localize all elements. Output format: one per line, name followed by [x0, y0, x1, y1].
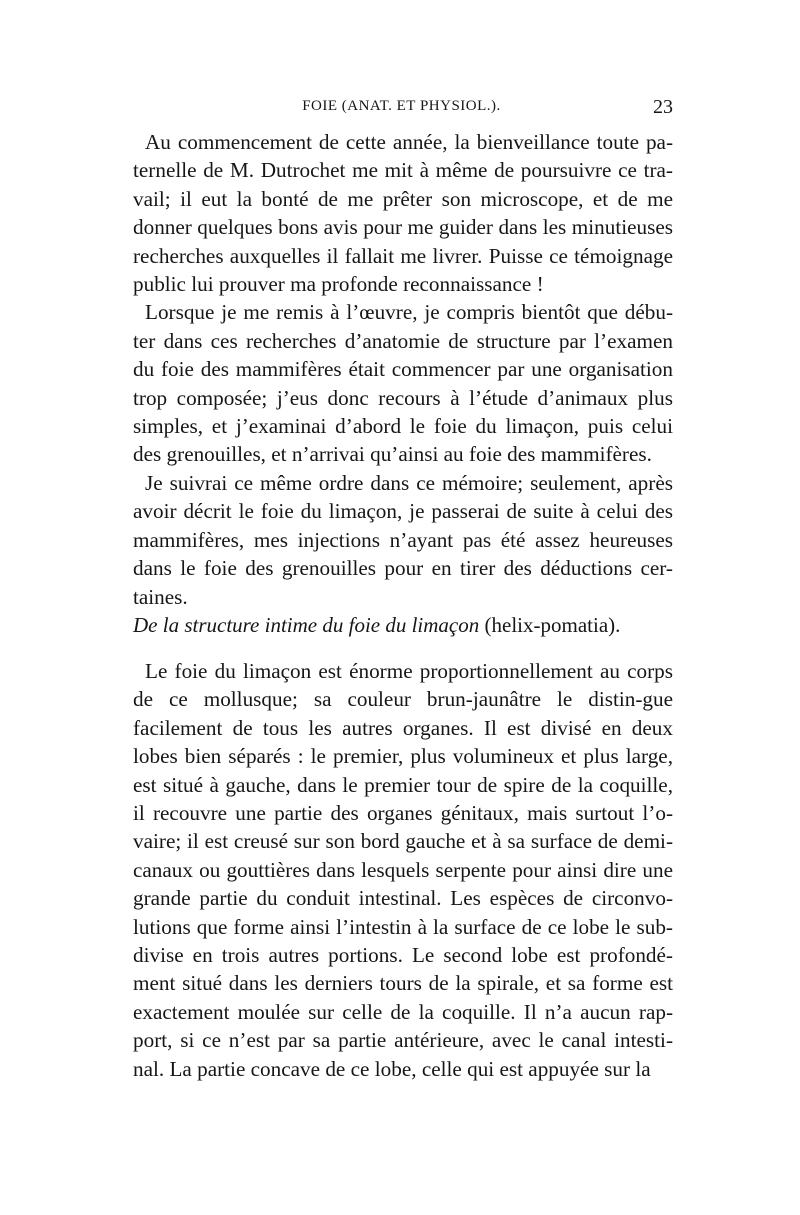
- body-text: [133, 128, 673, 1083]
- running-title: FOIE (ANAT. ET PHYSIOL.).: [302, 98, 501, 114]
- paragraph-method: Lorsque je me remis à l’œuvre, je compris bientôt que débu-ter dans ces recherches d’anatomie de structure par l’examen du foie des mammifères était commencer par une organisation trop composée; j’eus donc recours à l’étude d’animaux plus simples, et j’examinai d’abord le foie du limaçon, puis celui des grenouilles, et n’arrivai qu’ainsi au foie des mammifères.: [133, 300, 673, 467]
- running-head: [130, 98, 673, 128]
- section-heading-species: (helix-pomatia).: [479, 612, 621, 637]
- section-heading-italic: De la structure intime du foie du limaçon: [133, 612, 480, 637]
- page-number: 23: [653, 96, 673, 118]
- paragraph-order: Je suivrai ce même ordre dans ce mémoire; seulement, après avoir décrit le foie du limaçon, je passerai de suite à celui des mammifères, mes injections n’ayant pas été assez heureuses dans le foie des grenouilles pour en tirer des déductions cer-taines.: [133, 470, 673, 609]
- paragraph-acknowledgment: Au commencement de cette année, la bienveillance toute pa-ternelle de M. Dutrochet me mit à même de poursuivre ce tra-vail; il eut la bonté de me prêter son microscope, et de me donner quelques bons avis pour me guider dans les minutieuses recherches auxquelles il fallait me livrer. Puisse ce témoignage public lui prouver ma profonde reconnaissance !: [133, 130, 673, 297]
- section-heading: [133, 611, 673, 639]
- paragraph-snail-liver: Le foie du limaçon est énorme proportionnellement au corps de ce mollusque; sa couleur brun-jaunâtre le distin-gue facilement de tous les autres organes. Il est divisé en deux lobes bien séparés : le premier, plus volumineux et plus large, est situé à gauche, dans le premier tour de spire de la coquille, il recouvre une partie des organes génitaux, mais surtout l’o-vaire; il est creusé sur son bord gauche et à sa surface de demi-canaux ou gouttières dans lesquels serpente pour ainsi dire une grande partie du conduit intestinal. Les espèces de circonvo-lutions que forme ainsi l’intestin à la surface de ce lobe le sub-divise en trois autres portions. Le second lobe est profondé-ment situé dans les derniers tours de la spirale, et sa forme est exactement moulée sur celle de la coquille. Il n’a aucun rap-port, si ce n’est par sa partie antérieure, avec le canal intesti-nal. La partie concave de ce lobe, celle qui est appuyée sur la: [133, 658, 673, 1081]
